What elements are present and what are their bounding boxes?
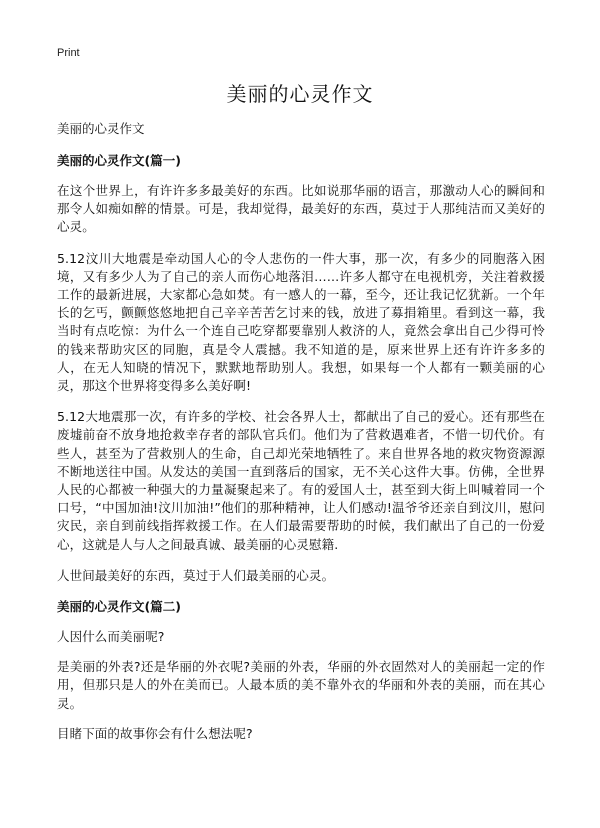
paragraph: 人因什么而美丽呢? <box>57 629 165 645</box>
paragraph: 5.12汶川大地震是牵动国人心的令人悲伤的一件大事，那一次，有多少的同胞落入困境，又有多少人为了自己的亲人而伤心地落泪……许多人都守在电视机旁，关注着救援工作的最新进展，大家都心急如焚。有一感人的一幕，至今，还让我记忆犹新。一个年长的乞丐，颤颤悠悠地把自己辛辛苦苦乞讨来的钱，放进了募捐箱里。看到这一幕，我当时有点吃惊：为什么一个连自己吃穿都要靠别人救济的人，竟然会拿出自己少得可怜的钱来帮助灾区的同胞，真是令人震撼。我不知道的是，原来世界上还有许许多多的人，在无人知晓的情况下，默默地帮助别人。我想，如果每一个人都有一颗美丽的心灵，那这个世界将变得多么美好啊! <box>57 250 545 394</box>
paragraph: 是美丽的外表?还是华丽的外衣呢?美丽的外表，华丽的外衣固然对人的美丽起一定的作用，但那只是人的外在美而已。人最本质的美不靠外衣的华丽和外表的美丽，而在其心灵。 <box>57 659 545 711</box>
document-title: 美丽的心灵作文 <box>226 82 374 106</box>
section-heading: 美丽的心灵作文(篇二) <box>57 599 181 615</box>
paragraph: 在这个世界上，有许许多多最美好的东西。比如说那华丽的语言，那激动人心的瞬间和那令人如痴如醉的情景。可是，我却觉得，最美好的东西，莫过于人那纯洁而又美好的心灵。 <box>57 183 545 235</box>
document-subtitle: 美丽的心灵作文 <box>57 121 145 136</box>
paragraph: 5.12大地震那一次，有许多的学校、社会各界人士，都献出了自己的爱心。还有那些在废墟前奋不放身地抢救幸存者的部队官兵们。他们为了营救遇难者，不惜一切代价。有些人，甚至为了营救别人的生命，自己却光荣地牺牲了。来自世界各地的救灾物资源源不断地送往中国。从发达的美国一直到落后的国家，无不关心这件大事。仿佛，全世界人民的心都被一种强大的力量凝聚起来了。有的爱国人士，甚至到大街上叫喊着同一个口号，“中国加油!汶川加油!”他们的那种精神，让人们感动!温爷爷还亲自到汶川，慰问灾民，亲自到前线指挥救援工作。在人们最需要帮助的时候，我们献出了自己的一份爱心，这就是人与人之间最真诚、最美丽的心灵慰籍. <box>57 409 545 552</box>
section-2 <box>57 598 545 743</box>
paragraph: 人世间最美好的东西，莫过于人们最美丽的心灵。 <box>57 567 335 583</box>
section-heading: 美丽的心灵作文(篇一) <box>57 153 181 168</box>
print-link[interactable]: Print <box>57 47 80 59</box>
document-body <box>57 120 545 755</box>
section-1 <box>57 152 545 585</box>
paragraph: 目睹下面的故事你会有什么想法呢? <box>57 725 253 741</box>
